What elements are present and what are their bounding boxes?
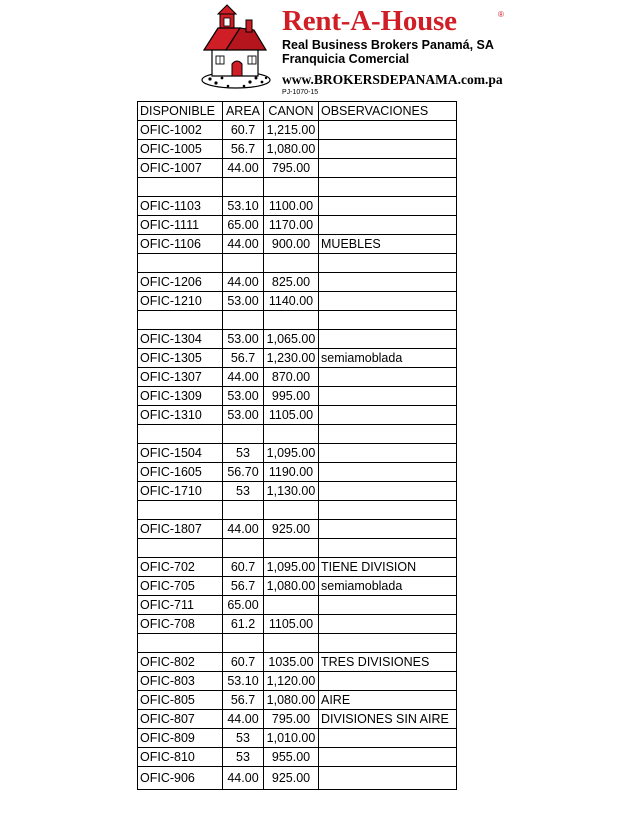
cell-disponible: OFIC-1504 <box>138 444 223 463</box>
cell-observaciones <box>319 634 457 653</box>
cell-observaciones <box>319 368 457 387</box>
table-row <box>138 577 457 596</box>
cell-canon: 1190.00 <box>264 463 319 482</box>
cell-area: 53.00 <box>223 292 264 311</box>
cell-observaciones <box>319 406 457 425</box>
cell-canon <box>264 596 319 615</box>
cell-canon: 1,080.00 <box>264 577 319 596</box>
cell-observaciones: TRES DIVISIONES <box>319 653 457 672</box>
cell-area: 53.10 <box>223 672 264 691</box>
cell-observaciones <box>319 444 457 463</box>
table-row <box>138 349 457 368</box>
brand-name: Rent-A-House <box>282 5 457 37</box>
cell-area: 61.2 <box>223 615 264 634</box>
cell-area: 56.7 <box>223 691 264 710</box>
cell-area <box>223 634 264 653</box>
cell-disponible <box>138 311 223 330</box>
cell-canon: 995.00 <box>264 387 319 406</box>
column-header-disponible: DISPONIBLE <box>138 102 223 121</box>
table-row <box>138 368 457 387</box>
cell-observaciones: MUEBLES <box>319 235 457 254</box>
cell-disponible: OFIC-1605 <box>138 463 223 482</box>
cell-area <box>223 425 264 444</box>
cell-canon <box>264 178 319 197</box>
cell-area: 56.7 <box>223 349 264 368</box>
cell-observaciones <box>319 729 457 748</box>
cell-area: 56.7 <box>223 577 264 596</box>
cell-canon: 1,095.00 <box>264 558 319 577</box>
cell-canon: 1,215.00 <box>264 121 319 140</box>
cell-disponible: OFIC-711 <box>138 596 223 615</box>
table-row <box>138 539 457 558</box>
cell-canon: 825.00 <box>264 273 319 292</box>
cell-disponible: OFIC-708 <box>138 615 223 634</box>
table-row <box>138 748 457 767</box>
column-header-observaciones: OBSERVACIONES <box>319 102 457 121</box>
cell-observaciones <box>319 254 457 273</box>
cell-area: 44.00 <box>223 159 264 178</box>
table-row <box>138 140 457 159</box>
cell-observaciones <box>319 121 457 140</box>
table-row <box>138 767 457 790</box>
table-row <box>138 463 457 482</box>
cell-observaciones <box>319 767 457 790</box>
cell-observaciones <box>319 425 457 444</box>
cell-disponible: OFIC-1106 <box>138 235 223 254</box>
cell-area <box>223 178 264 197</box>
cell-observaciones <box>319 387 457 406</box>
cell-disponible: OFIC-1807 <box>138 520 223 539</box>
cell-canon: 1,230.00 <box>264 349 319 368</box>
table-row <box>138 121 457 140</box>
cell-canon: 870.00 <box>264 368 319 387</box>
cell-disponible <box>138 634 223 653</box>
listing-table <box>137 101 457 790</box>
cell-area: 44.00 <box>223 767 264 790</box>
cell-observaciones <box>319 330 457 349</box>
listing-body <box>138 121 457 790</box>
cell-disponible: OFIC-1007 <box>138 159 223 178</box>
company-line: Real Business Brokers Panamá, SA <box>282 38 494 52</box>
table-row <box>138 273 457 292</box>
cell-disponible: OFIC-1304 <box>138 330 223 349</box>
table-row <box>138 406 457 425</box>
cell-canon: 900.00 <box>264 235 319 254</box>
cell-disponible: OFIC-1710 <box>138 482 223 501</box>
cell-disponible: OFIC-1307 <box>138 368 223 387</box>
cell-canon: 955.00 <box>264 748 319 767</box>
cell-canon <box>264 501 319 520</box>
cell-area: 53 <box>223 729 264 748</box>
cell-canon: 1140.00 <box>264 292 319 311</box>
table-row <box>138 292 457 311</box>
table-row <box>138 634 457 653</box>
cell-area: 53.10 <box>223 197 264 216</box>
cell-area: 56.7 <box>223 140 264 159</box>
cell-canon: 1,095.00 <box>264 444 319 463</box>
cell-disponible: OFIC-1305 <box>138 349 223 368</box>
table-row <box>138 425 457 444</box>
cell-observaciones <box>319 159 457 178</box>
table-row <box>138 672 457 691</box>
cell-disponible: OFIC-809 <box>138 729 223 748</box>
cell-canon: 925.00 <box>264 767 319 790</box>
cell-observaciones <box>319 178 457 197</box>
cell-canon <box>264 425 319 444</box>
cell-canon: 1,120.00 <box>264 672 319 691</box>
cell-observaciones <box>319 140 457 159</box>
table-row <box>138 558 457 577</box>
cell-canon: 1,010.00 <box>264 729 319 748</box>
cell-canon: 1170.00 <box>264 216 319 235</box>
cell-disponible: OFIC-705 <box>138 577 223 596</box>
cell-canon <box>264 311 319 330</box>
table-row <box>138 235 457 254</box>
table-row <box>138 178 457 197</box>
cell-observaciones <box>319 482 457 501</box>
house-logo-icon <box>196 2 276 92</box>
table-row <box>138 216 457 235</box>
table-row <box>138 520 457 539</box>
franchise-line: Franquicia Comercial <box>282 52 410 66</box>
cell-disponible: OFIC-810 <box>138 748 223 767</box>
cell-observaciones <box>319 615 457 634</box>
cell-observaciones <box>319 311 457 330</box>
cell-observaciones <box>319 273 457 292</box>
cell-canon: 1105.00 <box>264 406 319 425</box>
cell-observaciones <box>319 672 457 691</box>
table-row <box>138 710 457 729</box>
cell-observaciones <box>319 596 457 615</box>
cell-disponible: OFIC-1005 <box>138 140 223 159</box>
table-row <box>138 596 457 615</box>
cell-observaciones: TIENE DIVISION <box>319 558 457 577</box>
cell-canon <box>264 634 319 653</box>
brand-header <box>282 6 612 97</box>
table-row <box>138 501 457 520</box>
cell-canon: 1,130.00 <box>264 482 319 501</box>
cell-area: 65.00 <box>223 596 264 615</box>
cell-canon: 1,065.00 <box>264 330 319 349</box>
cell-canon: 1,080.00 <box>264 691 319 710</box>
cell-area: 53.00 <box>223 406 264 425</box>
cell-area <box>223 539 264 558</box>
cell-disponible: OFIC-802 <box>138 653 223 672</box>
cell-canon: 1100.00 <box>264 197 319 216</box>
cell-area: 53.00 <box>223 330 264 349</box>
cell-observaciones: semiamoblada <box>319 349 457 368</box>
cell-disponible: OFIC-1206 <box>138 273 223 292</box>
cell-disponible: OFIC-1310 <box>138 406 223 425</box>
cell-canon: 1105.00 <box>264 615 319 634</box>
cell-observaciones <box>319 463 457 482</box>
cell-canon: 795.00 <box>264 710 319 729</box>
cell-canon: 795.00 <box>264 159 319 178</box>
cell-disponible: OFIC-805 <box>138 691 223 710</box>
cell-disponible <box>138 254 223 273</box>
cell-area: 60.7 <box>223 558 264 577</box>
cell-canon <box>264 539 319 558</box>
table-row <box>138 653 457 672</box>
cell-canon <box>264 254 319 273</box>
column-header-canon: CANON <box>264 102 319 121</box>
cell-area: 53 <box>223 748 264 767</box>
table-row <box>138 482 457 501</box>
table-row <box>138 691 457 710</box>
cell-area: 44.00 <box>223 520 264 539</box>
table-row <box>138 330 457 349</box>
column-header-area: AREA <box>223 102 264 121</box>
table-row <box>138 615 457 634</box>
table-row <box>138 254 457 273</box>
cell-observaciones <box>319 748 457 767</box>
cell-disponible: OFIC-1111 <box>138 216 223 235</box>
cell-observaciones <box>319 197 457 216</box>
cell-canon: 1,080.00 <box>264 140 319 159</box>
cell-disponible <box>138 425 223 444</box>
table-row <box>138 444 457 463</box>
cell-observaciones <box>319 539 457 558</box>
cell-area: 44.00 <box>223 235 264 254</box>
table-row <box>138 197 457 216</box>
cell-disponible: OFIC-1002 <box>138 121 223 140</box>
cell-observaciones <box>319 501 457 520</box>
cell-area: 44.00 <box>223 710 264 729</box>
cell-observaciones <box>319 292 457 311</box>
cell-observaciones: AIRE <box>319 691 457 710</box>
cell-area <box>223 501 264 520</box>
table-row <box>138 729 457 748</box>
cell-area: 60.7 <box>223 121 264 140</box>
cell-disponible: OFIC-803 <box>138 672 223 691</box>
cell-observaciones: DIVISIONES SIN AIRE <box>319 710 457 729</box>
cell-disponible <box>138 178 223 197</box>
cell-disponible: OFIC-702 <box>138 558 223 577</box>
cell-observaciones <box>319 216 457 235</box>
cell-observaciones: semiamoblada <box>319 577 457 596</box>
registered-mark: ® <box>498 10 504 19</box>
document-code: PJ-1070-15 <box>282 89 319 96</box>
table-row <box>138 387 457 406</box>
cell-disponible: OFIC-1210 <box>138 292 223 311</box>
cell-disponible <box>138 501 223 520</box>
cell-area <box>223 254 264 273</box>
cell-disponible: OFIC-1309 <box>138 387 223 406</box>
website-text: www.BROKERSDEPANAMA.com.pa <box>282 72 503 87</box>
cell-area: 60.7 <box>223 653 264 672</box>
table-row <box>138 311 457 330</box>
cell-observaciones <box>319 520 457 539</box>
cell-area <box>223 311 264 330</box>
cell-area: 44.00 <box>223 273 264 292</box>
cell-canon: 925.00 <box>264 520 319 539</box>
cell-canon: 1035.00 <box>264 653 319 672</box>
cell-area: 56.70 <box>223 463 264 482</box>
cell-area: 65.00 <box>223 216 264 235</box>
cell-disponible: OFIC-906 <box>138 767 223 790</box>
cell-disponible: OFIC-1103 <box>138 197 223 216</box>
cell-area: 44.00 <box>223 368 264 387</box>
cell-area: 53 <box>223 482 264 501</box>
cell-disponible: OFIC-807 <box>138 710 223 729</box>
cell-disponible <box>138 539 223 558</box>
table-row <box>138 159 457 178</box>
cell-area: 53.00 <box>223 387 264 406</box>
cell-area: 53 <box>223 444 264 463</box>
table-header-row <box>138 102 457 121</box>
